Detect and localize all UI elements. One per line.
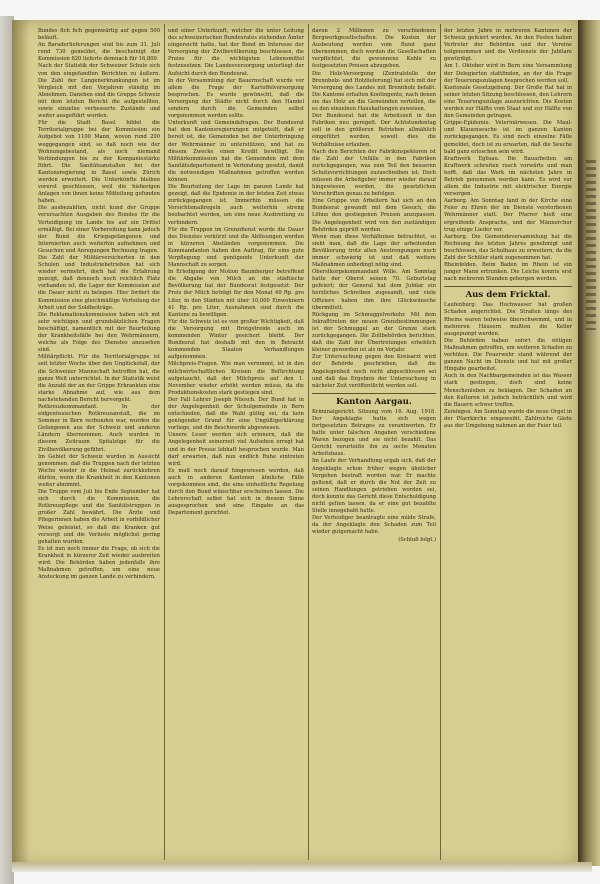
- article-paragraph: Rotkreuzkommandant. In der eidgenössischen Rotkreuzanstalt, die im Sommer in Bern verbunden war, wurden die Gefangenen aus der Schweiz und anderen Ländern übernommen. Auch wurden in diesem Zeitraum Spitalzüge für die Zivilbevölkerung geführt.: [38, 403, 160, 453]
- page-bottom-edge: [12, 862, 592, 872]
- article-paragraph: Nach der Statistik der Schweizer Schule sich von den eingefandten Berichten zu äußern. Die Zahl der Lungenerkrankungen ist im Vergleich mit den Vorjahren ständig im Abnehmen. Daneben sind die Gruppe Schweiz mit dem letzten Bericht die aufgestellten, sowie einzelne verbesserte Zustände und weiter ausgeführt worden.: [38, 63, 160, 120]
- article-paragraph: Grippe-Epidemie. Veterinärwesen. Die Maul- und Klauenseuche ist im ganzen Kanton zurückgegangen. Es sind noch einzelne Fälle gemeldet, doch ist zu erwarten, daß die Seuche bald ganz erloschen sein wird.: [444, 120, 572, 155]
- article-paragraph: Die Holz-Versorgung (Zentralstelle der Brennholz- und Holzlieferung) hat sich mit der Versorgung des Landes mit Brennholz befaßt. Die Kantone erhalten Kontingente, nach denen sie das Holz an die Gemeinden verteilen, die es den einzelnen Haushaltungen zuweisen.: [312, 70, 436, 113]
- article-paragraph: Es muß noch darauf hingewiesen werden, daß auch in anderen Kantonen ähnliche Fälle vorgekommen sind, die eine einheitliche Regelung durch den Bund wünschbar erscheinen lassen. Die Lehrerschaft selbst hat sich in diesem Sinne ausgesprochen und eine Eingabe an das Departement gerichtet.: [168, 467, 304, 517]
- article-paragraph: Unterkunft und Gemeindefragen. Der Bundesrat hat den Kantonsregierungen mitgeteilt, daß er bereit ist, die Gemeinden bei der Unterbringung der Wehrmänner zu unterstützen, und hat zu diesem Zwecke einen Kredit bewilligt. Die Militärkommission hat die Gemeinden mit dem Sanitätsdepartement in Verbindung gesetzt, damit die notwendigen Maßnahmen getroffen werden können.: [168, 120, 304, 183]
- column-1: [38, 28, 160, 581]
- article-paragraph: Die Zahl der Militärversicherten in den Schulen und Industriebetrieben hat sich wieder vermehrt, doch hat die Erfahrung gezeigt, daß dennoch noch reichlich Platz vorhanden ist, die Lager der Kommission auf die Dauer nicht zu belegen. Hier fordert die Kommission eine gleichmäßige Verteilung der Arbeit und der Soldbeiträge.: [38, 255, 160, 311]
- article-paragraph: Zeiningen. Am Sonntag wurde die neue Orgel in der Pfarrkirche eingeweiht. Zahlreiche Gäste aus der Umgebung nahmen an der Feier teil.: [444, 408, 572, 429]
- column-rule-3: [440, 24, 441, 860]
- article-paragraph: Am 1. Oktober wird in Bern eine Versammlung der Delegierten stattfinden, an der die Frage der Teuerungszulagen besprochen werden soll.: [444, 63, 572, 84]
- page-spine-shadow: [12, 20, 30, 866]
- article-paragraph: Bundes fich fich gegenwärtig auf gegen 500 beläuft.: [38, 28, 160, 42]
- article-paragraph: Kraftwerk Eglisau. Die Bauarbeiten am Kraftwerk schreiten rasch vorwärts und man hofft, daß das Werk im nächsten Jahre in Betrieb genommen werden kann. Es wird vor allem die Industrie mit elektrischer Energie versorgen.: [444, 155, 572, 198]
- article-paragraph: Für die Schweiz ist es von großer Wichtigkeit, daß die Versorgung mit Brotgetreide auch im kommenden Winter gesichert bleibt. Der Bundesrat hat deshalb mit den in Betracht kommenden Staaten Verhandlungen aufgenommen.: [168, 318, 304, 361]
- article-paragraph: Rückgang im Schmuggelverkehr. Mit dem Inkrafttreten der neuen Grenzbestimmungen ist der Schmuggel an der Grenze stark zurückgegangen. Die Zollbehörden berichten, daß die Zahl der Übertretungen erheblich kleiner geworden ist als im Vorjahr.: [312, 311, 436, 354]
- article-paragraph: Rheinfelden. Beim Baden im Rhein ist ein junger Mann ertrunken. Die Leiche konnte erst nach mehreren Stunden geborgen werden.: [444, 262, 572, 283]
- column-rule-1: [164, 24, 165, 860]
- column-2: [168, 28, 304, 517]
- article-paragraph: Laufenburg. Das Hochwasser hat großen Schaden angerichtet. Die Straßen längs des Rheins waren teilweise überschwemmt, und in mehreren Häusern mußten die Keller ausgepumpt werden.: [444, 302, 572, 337]
- article-paragraph: Die Reklamationskommission haben sich mit sehr wichtigen und grundsätzlichen Fragen beschäftigt, namentlich mit der Beurteilung der Krankheitsfälle bei den Wehrmännern, welche als Folge des Dienstes anzusehen sind.: [38, 311, 160, 354]
- article-paragraph: Oberstkorpskommandant Wille. Am Sonntag hatte der Oberst seinen 70. Geburtstag gefeiert; der General hat dem Jubilar ein herzliches Schreiben zugesandt, und viele Offiziere haben ihm ihre Glückwünsche übermittelt.: [312, 269, 436, 311]
- article-paragraph: Für die Truppen im Grenzdienst wurde die Dauer des Dienstes verkürzt und die Ablösungen werden in kürzeren Abständen vorgenommen. Die Kommandanten haben den Auftrag, für eine gute Verpflegung und genügende Unterkunft der Mannschaft zu sorgen.: [168, 226, 304, 269]
- article-paragraph: Unsere Leser werden sich erinnern, daß die Angelegenheit seinerzeit viel Aufsehen erregt hat und in der Presse lebhaft besprochen wurde. Man darf erwarten, daß nun endlich Ruhe eintreten wird.: [168, 432, 304, 467]
- article-paragraph: Der Fall Lehrer Joseph Nüesch. Der Bund hat in der Angelegenheit der Schulgemeinde in Bern entschieden, daß die Wahl gültig sei, da kein genügender Grund für eine Ungültigerklärung vorliege, und die Beschwerde abgewiesen.: [168, 396, 304, 432]
- article-paragraph: davon 2 Millionen zu verschiedenen Bergwerkgesellschaften. Die Kosten der Ausbeutung werden vom Bund ganz übernommen, doch werden die Gesellschaften verpflichtet, die gewonnene Kohle zu festgesetzten Preisen abzugeben.: [312, 28, 436, 70]
- article-paragraph: Kriminalgericht. Sitzung vom 16. Aug. 1918. Der Angeklagte hatte sich wegen fortgesetzten Betruges zu verantworten. Er hatte unter falschen Angaben verschiedene Waren bezogen und sie nicht bezahlt. Das Gericht verurteilte ihn zu sechs Monaten Arbeitshaus.: [312, 408, 436, 458]
- article-paragraph: Im Gebiet der Schweiz wurden in Aussicht genommen, daß die Truppen nach der letzten Woche wieder in die Heimat zurückkehren dürfen, wenn die Krankheit in den Kantonen weiter abnimmt.: [38, 453, 160, 488]
- column-rule-2: [308, 24, 309, 860]
- page-right-edge: [578, 20, 600, 866]
- article-paragraph: der letzten Jahre in mehreren Kantonen der Schweiz gefeiert wurden. An den Festen haben Vertreter der Behörden und der Vereine teilgenommen und die Verdienste der Jubilare gewürdigt.: [444, 28, 572, 63]
- article-paragraph: Militärpflicht. Für die Territorialgruppe ist seit letzter Woche über den Unglücksfall, der die Schweizer Mannschaft betroffen hat, die ganze Welt unterrichtet. In der Statistik weist die Anzahl der an der Grippe Erkrankten eine starke Abnahme auf, wie aus dem nachstehenden Bericht hervorgeht.: [38, 354, 160, 403]
- article-paragraph: Es ist nun noch immer die Frage, ob sich die Krankheit in kürzerer Zeit wieder ausbreiten wird. Die Behörden haben jedenfalls ihre Maßnahmen getroffen, um eine neue Ansteckung im ganzen Lande zu verhindern.: [38, 545, 160, 581]
- article-paragraph: Milchpreis-Fragen. Wie man vernimmt, ist in den milchwirtschaftlichen Kreisen die Befürchtung aufgetaucht, daß der Milchpreis auf den 1. November wieder erhöht werden müsse, da die Produktionskosten stark gestiegen sind.: [168, 361, 304, 396]
- article-paragraph: In der Versammlung der Bauernschaft wurde vor allem die Frage der Kartoffelversorgung besprochen. Es wurde gewünscht, daß die Versorgung der Städte nicht durch den Handel sondern durch die Gemeinden selbst vorgenommen werden sollte.: [168, 77, 304, 120]
- article-paragraph: Eine Gruppe von Arbeitern hat sich an den Bundesrat gewandt mit dem Gesuch, die Löhne den gestiegenen Preisen anzupassen. Die Angelegenheit wird von den zuständigen Behörden geprüft werden.: [312, 198, 436, 233]
- article-paragraph: Die Behörden haben sofort die nötigen Maßnahmen getroffen, um weiteren Schaden zu verhüten. Die Feuerwehr stand während der ganzen Nacht im Dienste und hat mit großer Hingabe gearbeitet.: [444, 337, 572, 373]
- continuation-note: (Schluß folgt.): [398, 537, 436, 544]
- article-paragraph: Im Laufe der Verhandlung ergab sich, daß der Angeklagte schon früher wegen ähnlicher Vergehen bestraft worden war. Er machte geltend, daß er durch die Not der Zeit zu seinen Handlungen getrieben worden sei, doch konnte das Gericht diese Entschuldigung nicht gelten lassen, da er eine gut bezahlte Stelle innegehabt hatte.: [312, 458, 436, 515]
- article-paragraph: Aarburg. Die Gemeindeversammlung hat die Rechnung des letzten Jahres genehmigt und beschlossen, das Schulhaus zu erweitern, da die Zahl der Schüler stark zugenommen hat.: [444, 233, 572, 261]
- column-4: [444, 28, 572, 430]
- section-divider: [312, 393, 436, 394]
- article-paragraph: Zur Untersuchung gegen den Kreisarzt wird der Behörde geschrieben, daß die Angelegenheit noch nicht abgeschlossen sei und daß das Ergebnis der Untersuchung in nächster Zeit veröffentlicht werden soll.: [312, 354, 436, 389]
- article-paragraph: Für die Stadt Basel bildet die Territorialgruppe bei der Kommission ein Aufgebot von 1100 Mann, wovon rund 200 weggegangen sind, so daß noch wie der Wohnungsbestand, als noch niemand Verbindungen bis zu der Kompaniestärke führt. Die Sanitätsanstalten bei der Kantonsregierung in Basel sowie Zürich werden erweitert. Die Unterkünfte bleiben vorerst geschlossen, weil die bisherigen Anlagen von ihnen keine Mitteilung gefunden haben.: [38, 120, 160, 205]
- article-paragraph: und einer Unterkunft, welcher die unter Leitung des schweizerischen Bundesrates stehenden Ämter eingereicht hatte, hat der Bund im Interesse der Versorgung der Zivilbevölkerung beschlossen, die Preise für die wichtigsten Lebensmittel festzusetzen. Die Landesversorgung unterliegt der Aufsicht durch den Bundesrat.: [168, 28, 304, 77]
- article-paragraph: Nach den Berichten der Fabrikinspektoren ist die Zahl der Unfälle in den Fabriken zurückgegangen, was zum Teil den besseren Schutzvorrichtungen zuzuschreiben ist. Doch müssen die Arbeitgeber immer wieder darauf hingewiesen werden, die gesetzlichen Vorschriften genau zu befolgen.: [312, 148, 436, 198]
- next-page-text-stub: [586, 160, 596, 330]
- article-paragraph: Auch in den Nachbargemeinden ist das Wasser stark gestiegen, doch sind keine Menschenleben zu beklagen. Der Schaden an den Kulturen ist jedoch beträchtlich und wird die Bauern schwer treffen.: [444, 373, 572, 408]
- article-paragraph: Aarburg. Am Sonntag fand in der Kirche eine Feier zu Ehren der im Dienste verstorbenen Wehrmänner statt. Der Pfarrer hielt eine ergreifende Ansprache, und der Männerchor trug einige Lieder vor.: [444, 198, 572, 233]
- article-paragraph: In Erledigung der Motion Baumberger betreffend die Abgabe von Milch an die städtische Bevölkerung hat der Bundesrat festgesetzt: Der Preis der Milch beträgt für den Monat 40 Rp. pro Liter, in den Städten mit über 10,000 Einwohnern 41 Rp. pro Liter, Ausnahmen sind durch die Kantone zu bewilligen.: [168, 269, 304, 318]
- article-paragraph: Der Verteidiger beantragte eine milde Strafe, da der Angeklagte den Schaden zum Teil wieder gutgemacht habe.: [312, 515, 436, 536]
- article-paragraph: Kantonale Gesetzgebung. Der Große Rat hat in seiner letzten Sitzung beschlossen, den Lehrern eine Teuerungszulage auszurichten. Die Kosten werden zur Hälfte vom Staat und zur Hälfte von den Gemeinden getragen.: [444, 84, 572, 120]
- article-paragraph: Wenn man diese Verhältnisse betrachtet, so sieht man, daß die Lage der arbeitenden Bevölkerung trotz allen Anstrengungen noch immer schwierig ist und daß weitere Maßnahmen unbedingt nötig sind.: [312, 233, 436, 269]
- article-paragraph: Der Bundesrat hat die Arbeitszeit in den Fabriken neu geregelt. Der Achtstundentag soll in den größeren Betrieben allmählich eingeführt werden, soweit dies die Verhältnisse erlauben.: [312, 113, 436, 148]
- section-heading: Kanton Aargau.: [336, 396, 412, 407]
- section-divider: [444, 286, 572, 287]
- article-paragraph: Die Beurteilung der Lage im ganzen Lande hat gezeigt, daß die Epidemie in der letzten Zeit etwas zurückgegangen ist. Immerhin müssen die Vorsichtsmaßregeln auch weiterhin streng beobachtet werden, um eine neue Ausbreitung zu verhindern.: [168, 184, 304, 226]
- article-paragraph: An Baraderlieferungen sind bis zum 31. Juli rund 730 gemeldet, die bescheinigt der Kommission 620 lieferte demnach für 16,800.: [38, 42, 160, 63]
- section-heading: Aus dem Fricktal.: [465, 290, 551, 301]
- column-3: [312, 28, 436, 547]
- article-paragraph: Die ausbezahlten, nicht kund der Gruppe verursachten Ausgaben des Bundes für die Verteidigung im Lande bis auf ein Drittel ermäßigt. Bei einer Vorbereitung kann jedoch der Bund die Kriegsgefangenen und Internierten auch weiterhin aufnehmen und Gesuchen und Anregungen Rechnung tragen.: [38, 205, 160, 254]
- article-paragraph: Die Truppe vom Juli bis Ende September hat sich durch die Kommission, die Rotkreuzpflege und die Sanitätstruppen in großer Zahl bewährt. Die Ärzte und Pflegerinnen haben die Arbeit in vorbildlicher Weise geleistet, so daß die Kranken gut versorgt und die Verluste möglichst gering gehalten wurden.: [38, 489, 160, 545]
